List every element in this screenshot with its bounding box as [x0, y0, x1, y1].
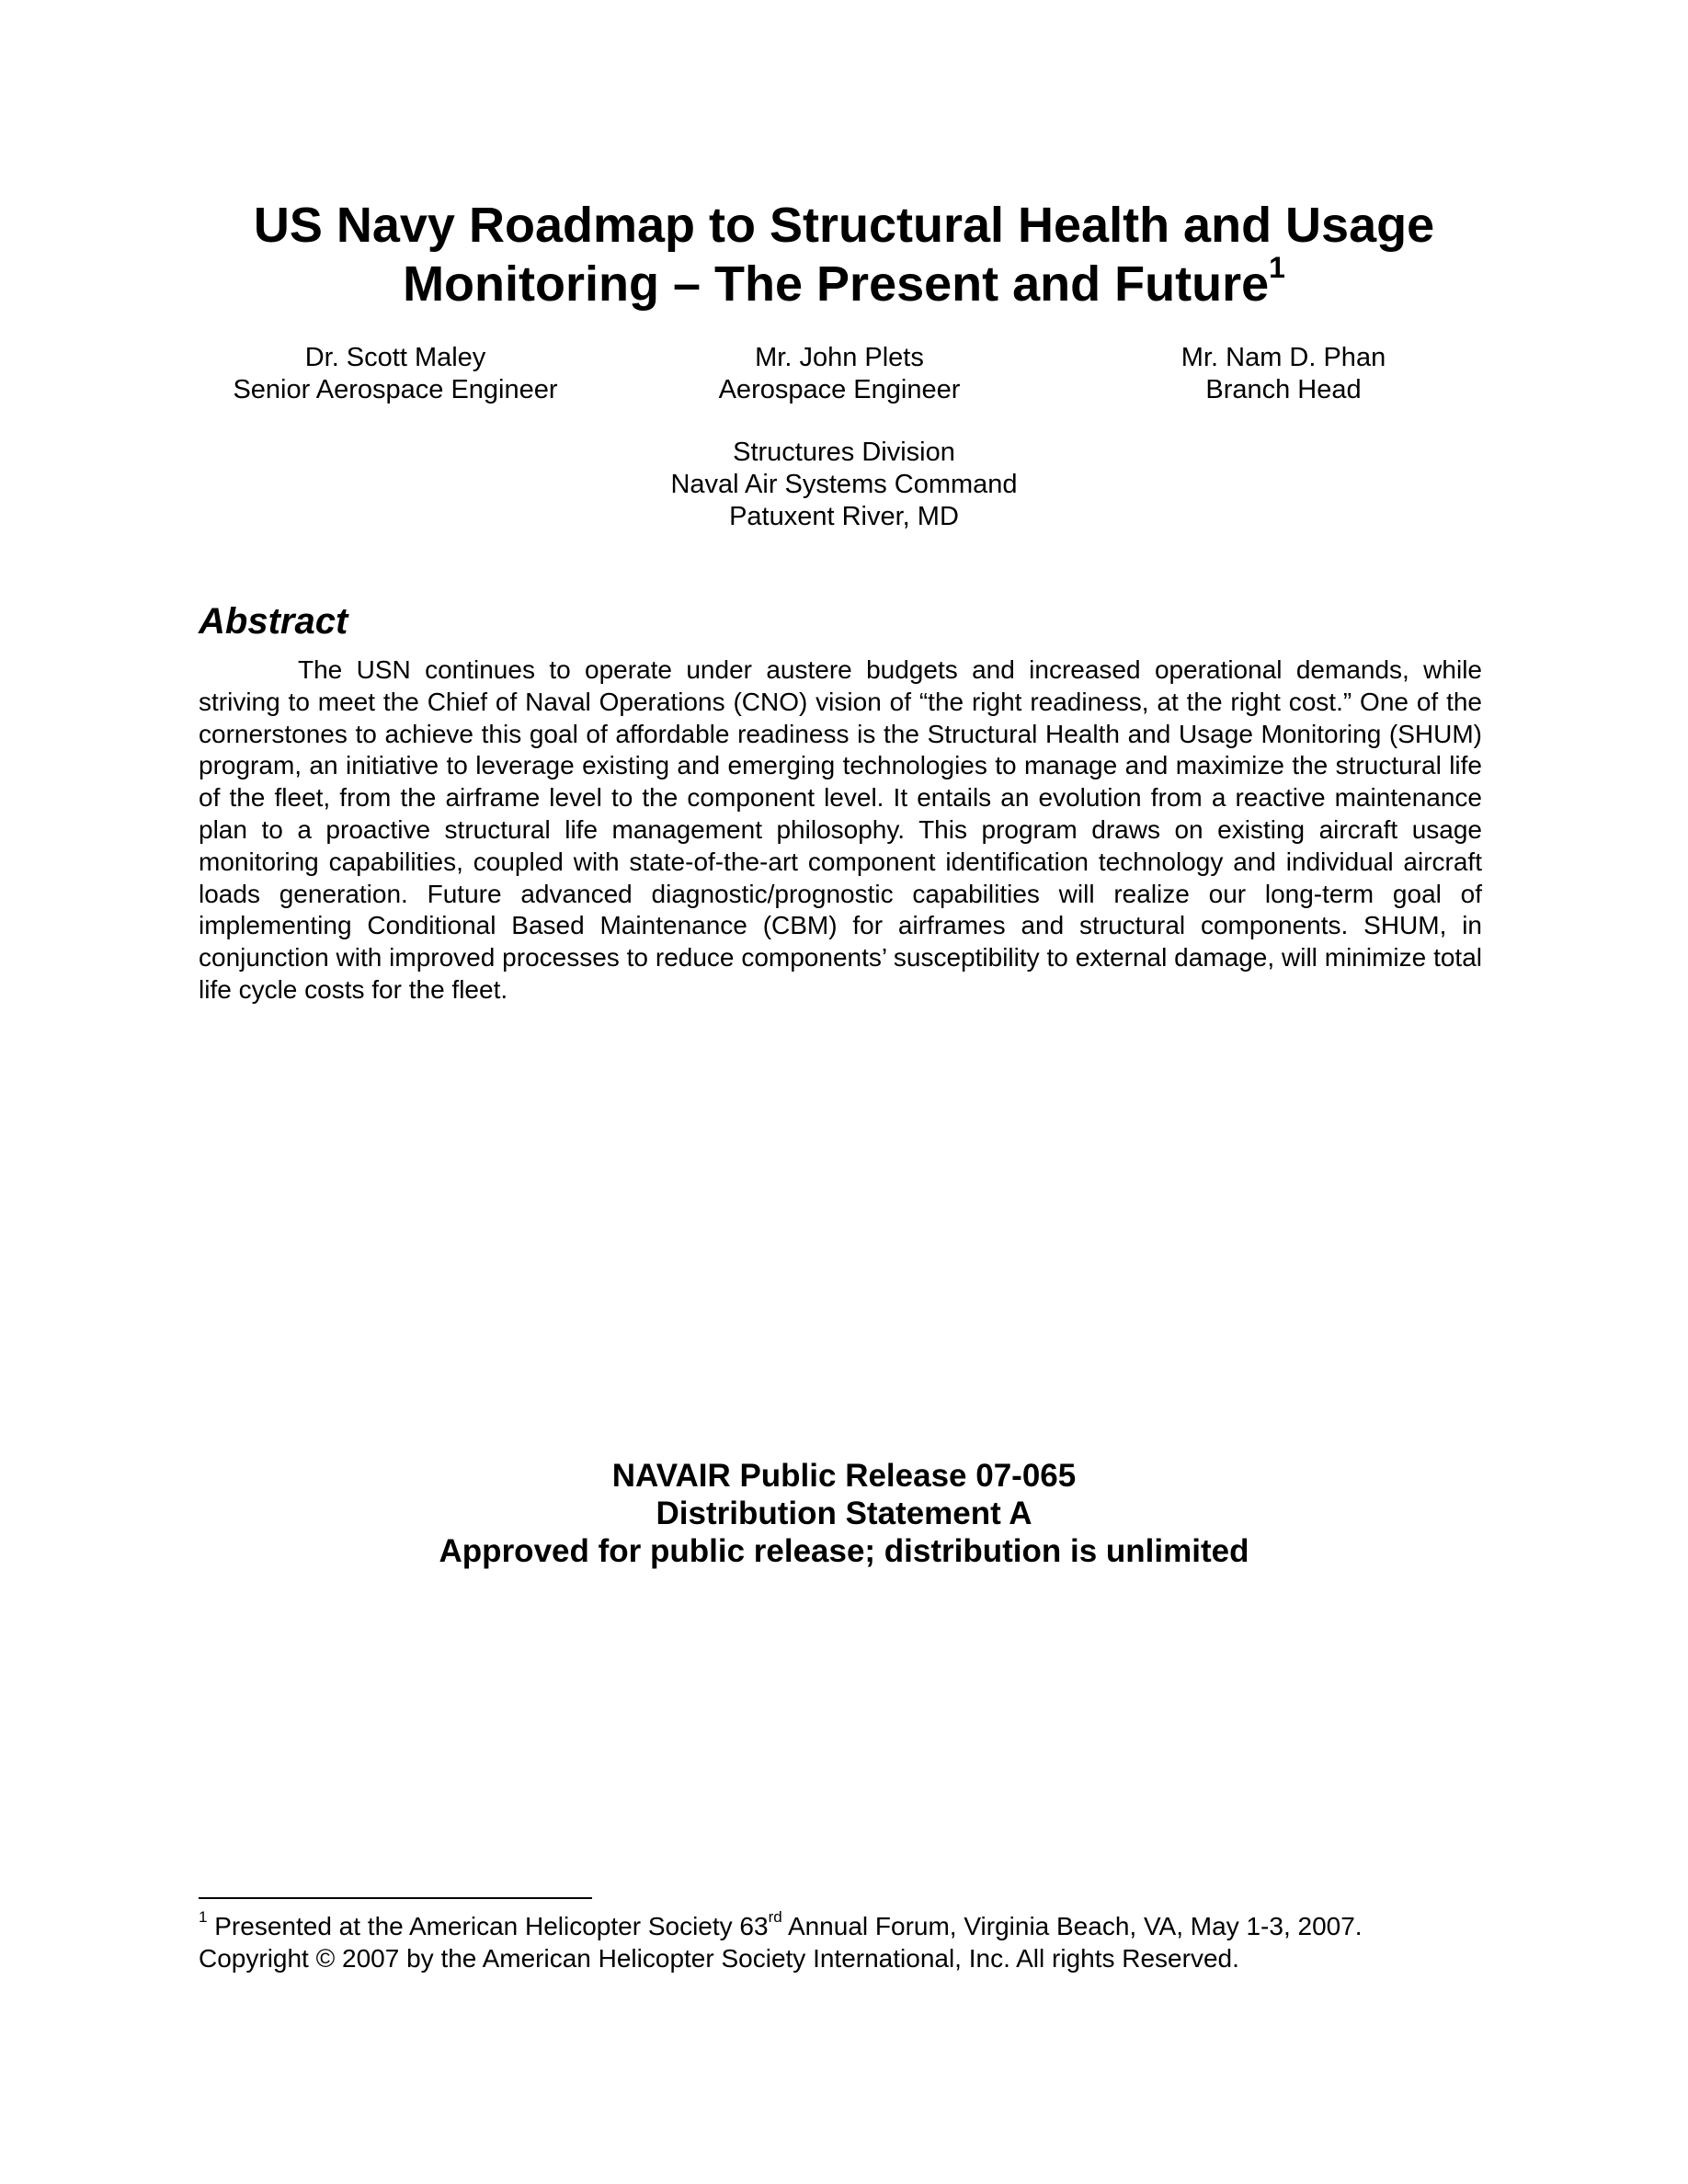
- footnote: [199, 1907, 1486, 1974]
- footnote-mark: 1: [199, 1907, 208, 1926]
- affiliation-location: Patuxent River, MD: [729, 502, 959, 531]
- footnote-copyright: Copyright © 2007 by the American Helicopter Society International, Inc. All rights Reserved.: [199, 1944, 1239, 1973]
- author-role: Aerospace Engineer: [718, 375, 961, 404]
- author-name: Mr. Nam D. Phan: [1180, 343, 1386, 372]
- release-statement: [292, 1457, 1396, 1570]
- ordinal-suffix: rd: [768, 1907, 782, 1926]
- release-number: NAVAIR Public Release 07-065: [611, 1458, 1077, 1494]
- author-role: Branch Head: [1205, 375, 1362, 404]
- author-role: Senior Aerospace Engineer: [233, 375, 558, 404]
- footnote-line-1: [199, 1907, 1486, 1942]
- footnote-text-a: Presented at the American Helicopter Society 63: [207, 1912, 769, 1940]
- author-block: [600, 342, 1078, 406]
- author-name: Dr. Scott Maley: [304, 343, 486, 372]
- abstract-heading: Abstract: [199, 601, 348, 642]
- author-name: Mr. John Plets: [755, 343, 924, 372]
- title-footnote-mark: 1: [1269, 251, 1285, 284]
- author-block: [156, 342, 634, 406]
- author-block: [1044, 342, 1523, 406]
- abstract-body: The USN continues to operate under austere budgets and increased operational demands, while striving to meet the Chief of Naval Operations (CNO) vision of “the right readiness, at the right cost.” One of the cornerstones to achieve this goal of affordable readiness is the Structural Health and Usage Monitoring (SHUM) program, an initiative to leverage existing and emerging technologies to manage and maximize the structural life of the fleet, from the airframe level to the component level. It entails an evolution from a reactive maintenance plan to a proactive structural life management philosophy. This program draws on existing aircraft usage monitoring capabilities, coupled with state-of-the-art component identification technology and individual aircraft loads generation. Future advanced diagnostic/prognostic capabilities will realize our long-term goal of implementing Conditional Based Maintenance (CBM) for airframes and structural components. SHUM, in conjunction with improved processes to reduce components’ susceptibility to external damage, will minimize total life cycle costs for the fleet.: [199, 655, 1482, 1004]
- footnote-divider: [199, 1897, 592, 1899]
- paper-title: [184, 196, 1504, 313]
- title-line-2: Monitoring – The Present and Future: [403, 256, 1270, 312]
- approval-text: Approved for public release; distribution is unlimited: [439, 1533, 1249, 1569]
- distribution-statement: Distribution Statement A: [656, 1496, 1032, 1531]
- footnote-text-b: Annual Forum, Virginia Beach, VA, May 1-3, 2007.: [781, 1912, 1363, 1940]
- affiliation-block: [476, 437, 1212, 533]
- title-line-1: US Navy Roadmap to Structural Health and Usage: [253, 198, 1435, 253]
- affiliation-command: Naval Air Systems Command: [670, 470, 1018, 499]
- affiliation-division: Structures Division: [733, 438, 955, 467]
